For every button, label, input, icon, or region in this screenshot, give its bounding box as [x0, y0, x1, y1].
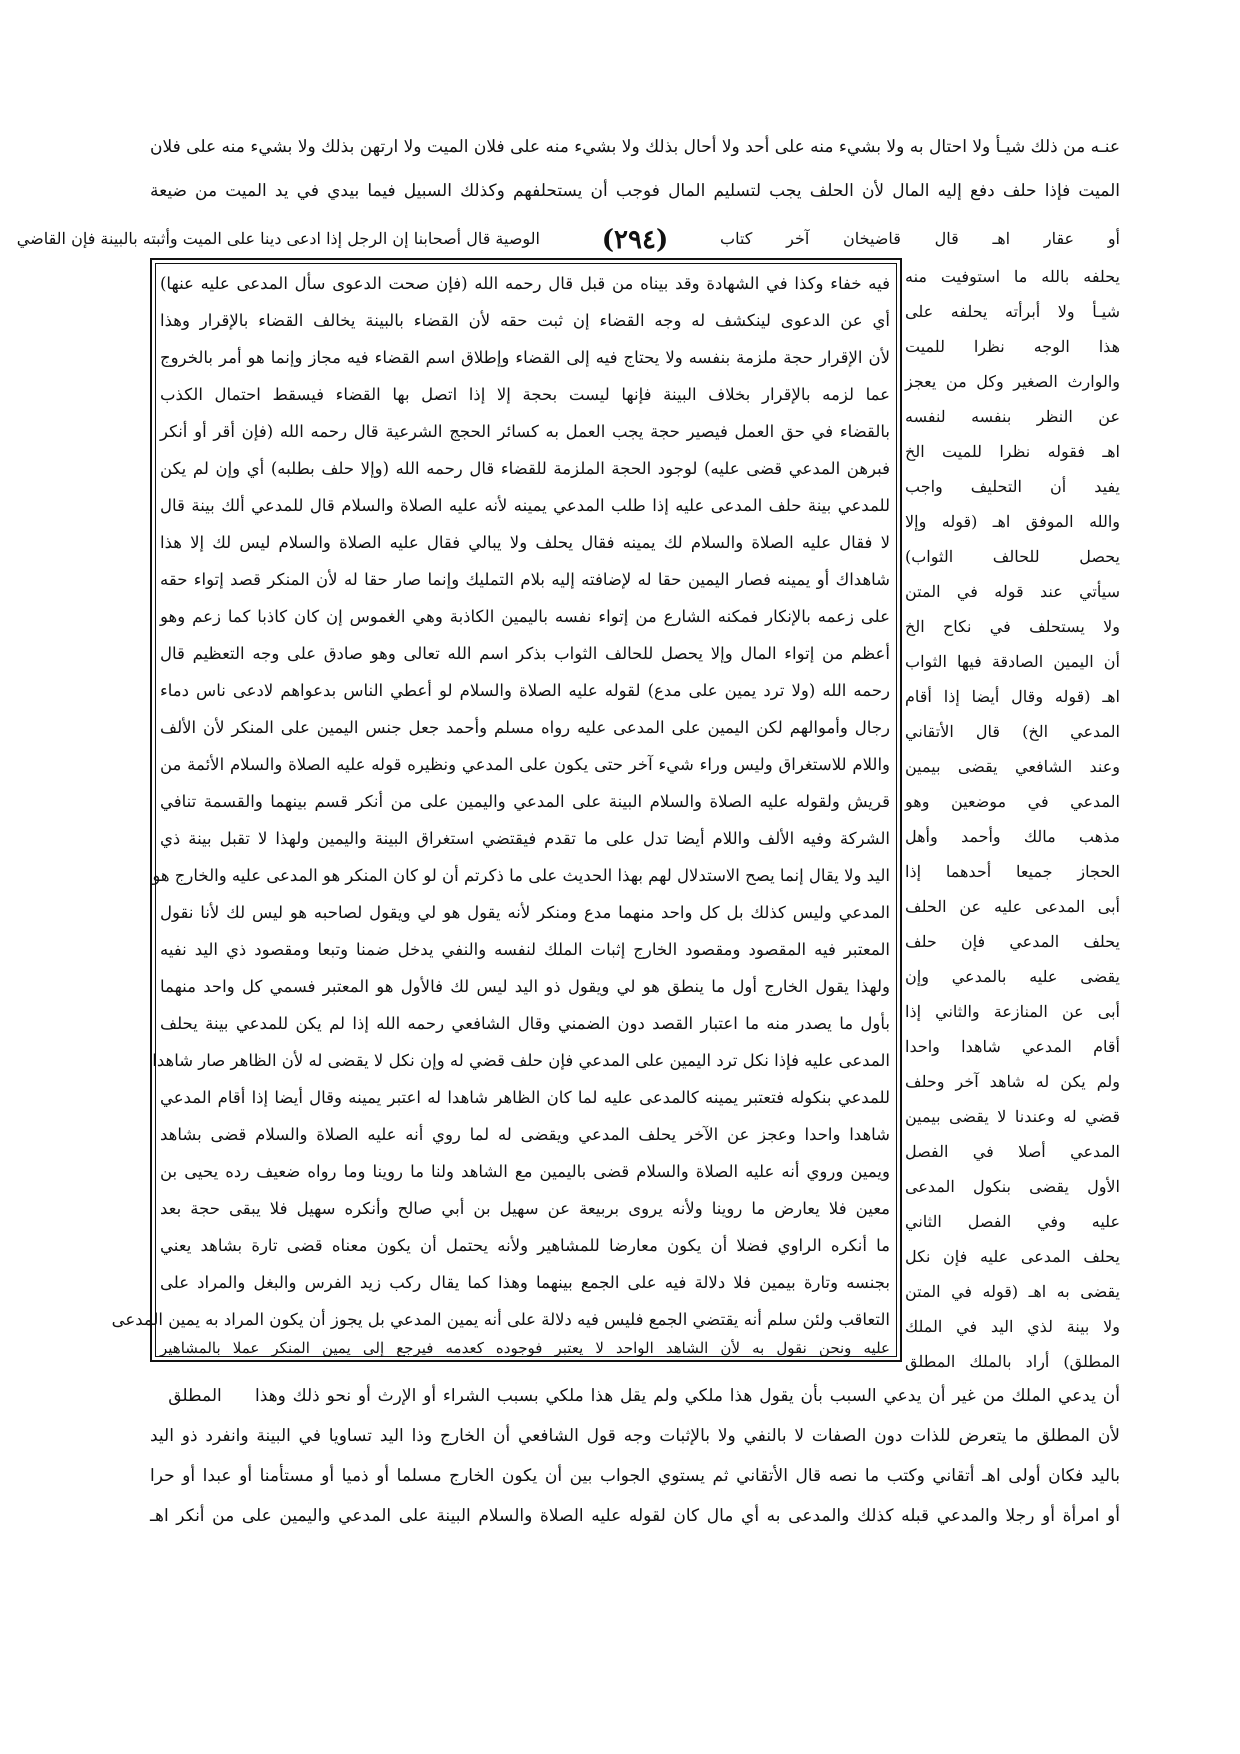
side-note-line: أقام المدعي شاهدا واحدا: [905, 1037, 1120, 1056]
main-text-line: على زعمه بالإنكار فمكنه الشارع من إتواء نفسه باليمين الكاذبة وهي الغموس إن كان كاذبا كما زعم وهو: [160, 607, 890, 626]
main-text-line: أعظم من إتواء المال وإلا يحصل للحالف الثواب بذكر اسم الله تعالى وهو صادق على وجه التعظيم قال: [160, 644, 890, 663]
side-note-line: شيـأ ولا أبرأته يحلفه على: [905, 302, 1120, 321]
main-text-line: اليد ولا يقال إنما يصح الاستدلال لهم بهذا الحديث على ما ذكرتم أن لو كان المنكر هو المدعى عليه والخارج هو: [152, 866, 890, 885]
side-note-line: اهـ فقوله نظرا للميت الخ: [905, 442, 1120, 461]
side-note-line: أبى عن المنازعة والثاني إذا: [905, 1002, 1120, 1021]
page-number: (٢٩٤): [601, 225, 669, 255]
main-text-line: معين فلا يعارض ما روينا ولأنه يروى بربيعة عن سهيل بن أبي صالح وأنكره سهيل فلا يبقى حجة بعد: [160, 1199, 890, 1218]
side-note-line: يقضى به اهـ (قوله في المتن: [905, 1282, 1120, 1301]
side-note-line: ولا يستحلف في نكاح الخ: [905, 617, 1120, 636]
side-note-line: المطلق) أراد بالملك المطلق: [905, 1352, 1120, 1371]
main-text-line: واللام للاستغراق وليس وراء شيء آخر حتى يكون على المدعي ونظيره قوله عليه الصلاة والسلام الأئمة من: [160, 755, 890, 774]
side-note-line: أبى المدعى عليه عن الحلف: [905, 897, 1120, 916]
main-text-line: المعتبر فيه المقصود ومقصود الخارج إثبات الملك لنفسه والنفي يدخل ضمنا وتبعا ومقصود ذي اليد نفيه: [160, 940, 890, 959]
main-text-line: المدعى عليه فإذا نكل ترد اليمين على المدعي فإن حلف قضي له وإن نكل لا يقضى له لأن الظاهر صار شاهدا: [152, 1051, 890, 1070]
main-text-line: رجال وأموالهم لكن اليمين على المدعى عليه رواه مسلم وأحمد جعل جنس اليمين على المنكر لأن الألف: [160, 718, 890, 737]
main-text-line: قريش ولقوله عليه الصلاة والسلام البينة على المدعي واليمين على من أنكر قسم بينهما والقسمة تنافي: [160, 792, 890, 811]
side-note-line: الأول يقضى بنكول المدعى: [905, 1177, 1120, 1196]
side-note-line: والوارث الصغير وكل من يعجز: [905, 372, 1120, 391]
side-note-line: قضي له وعندنا لا يقضى بيمين: [905, 1107, 1120, 1126]
main-text-line: المدعي وليس كذلك بل كل واحد منهما مدع ومنكر لأنه يقول هو لي ويقول لصاحبه هو ليس لك لأنا نقول: [160, 903, 890, 922]
side-note-line: يحصل للحالف الثواب): [905, 547, 1120, 566]
main-text-line: للمدعي بنكوله فتعتبر يمينه كالمدعى عليه لما كان الظاهر شاهدا له اعتبر يمينه وقال أيضا إذا أقام المدعي: [160, 1088, 890, 1107]
main-text-line: بجنسه وتارة بيمين فلا دلالة فيه على الجمع بينهما وهذا كما يقال ركب زيد الفرس والبغل والمراد على: [160, 1273, 890, 1292]
side-note-line: المدعي أصلا في الفصل: [905, 1142, 1120, 1161]
main-text-line: ويمين وروي أنه عليه الصلاة والسلام قضى باليمين مع الشاهد ولنا ما روينا وما رواه ضعيف رده يحيى بن: [160, 1162, 890, 1181]
main-text-line: عما لزمه بالإقرار بخلاف البينة فإنها ليست بحجة إلا إذا اتصل بها القضاء فيسقط احتمال الكذب: [160, 385, 890, 404]
side-note-line: الحجاز جميعا أحدهما إذا: [905, 862, 1120, 881]
side-note-line: ولا بينة لذي اليد في الملك: [905, 1317, 1120, 1336]
main-text-line: بالقضاء في حق العمل فيصير حجة يجب العمل به كسائر الحجج الشرعية قال رحمه الله (فإن أقر أو أنكر: [160, 422, 890, 441]
bottom-note-word: المطلق: [168, 1386, 222, 1406]
side-note-line: هذا الوجه نظرا للميت: [905, 337, 1120, 356]
main-text-line: ولهذا يقول الخارج أول ما ينطق هو لي ويقول ذو اليد ليس لك فالأول هو المعتبر فسمي كل واحد منهما: [160, 977, 890, 996]
side-note-line: يحلفه بالله ما استوفيت منه: [905, 267, 1120, 286]
main-text-line: رحمه الله (ولا ترد يمين على مدع) لقوله عليه الصلاة والسلام لو أعطي الناس بدعواهم لادعى ناس دماء: [160, 681, 890, 700]
main-text-line: بأول ما يصدر منه ما اعتبار القصد دون الضمني وقال الشافعي رحمه الله إذا لم يكن للمدعي بينة يحلف: [160, 1014, 890, 1033]
side-note-line: يقضى عليه بالمدعي وإن: [905, 967, 1120, 986]
side-note-line: يفيد أن التحليف واجب: [905, 477, 1120, 496]
main-text-line: شاهدا واحدا وعجز عن الآخر يحلف المدعي ويقضى له لما روي أنه عليه الصلاة والسلام قضى بشاهد: [160, 1125, 890, 1144]
main-text-line: عليه ونحن نقول به لأن الشاهد الواحد لا يعتبر فوجوده كعدمه فيرجع إلى يمين المنكر عملا بالمشاهير: [160, 1339, 890, 1357]
top-note-line: الميت فإذا حلف دفع إليه المال لأن الحلف يجب لتسليم المال فوجب أن يستحلفهم وكذلك السبيل فيما بيدي في يد الميت من ضيعة: [150, 181, 1120, 201]
side-note-line: المدعي في موضعين وهو: [905, 792, 1120, 811]
main-text-line: التعاقب ولئن سلم أنه يقتضي الجمع فليس فيه دلالة على أنه يمين المدعي بل يجوز أن يكون المراد به يمين المدعى: [111, 1310, 890, 1329]
side-note-line: عن النظر بنفسه لنفسه: [905, 407, 1120, 426]
main-text-line: ما أنكره الراوي فضلا أن يكون معارضا للمشاهير ولأنه يحتمل أن يكون معناه قضى تارة بشاهد يعني: [160, 1236, 890, 1255]
side-note-line: عليه وفي الفصل الثاني: [905, 1212, 1120, 1231]
side-note-line: مذهب مالك وأحمد وأهل: [905, 827, 1120, 846]
main-text-line: شاهداك أو يمينه فصار اليمين حقا له لإضافته إليه بلام التمليك وإنما صار حقا له لأن المنكر قصد إتواء حقه: [160, 570, 890, 589]
side-note-line: يحلف المدعى عليه فإن نكل: [905, 1247, 1120, 1266]
main-text-line: للمدعي بينة حلف المدعى عليه إذا طلب المدعي يمينه لأنه عليه الصلاة والسلام قال للمدعي ألك بينة قال: [160, 496, 890, 515]
side-note-line: والله الموفق اهـ (قوله وإلا: [905, 512, 1120, 531]
main-text-line: أي عن الدعوى لينكشف له وجه القضاء إن ثبت حقه لأن القضاء بالبينة يخالف القضاء بالإقرار وهذا: [160, 311, 890, 330]
side-note-line: يحلف المدعي فإن حلف: [905, 932, 1120, 951]
side-note-line: سيأتي عند قوله في المتن: [905, 582, 1120, 601]
header-text-left: الوصية قال أصحابنا إن الرجل إذا ادعى دينا على الميت وأثبته بالبينة فإن القاضي: [16, 229, 540, 248]
side-note-line: ولم يكن له شاهد آخر وحلف: [905, 1072, 1120, 1091]
side-note-line: وعند الشافعي يقضى بيمين: [905, 757, 1120, 776]
side-note-line: المدعي الخ) قال الأتقاني: [905, 722, 1120, 741]
side-note-line: اهـ (قوله وقال أيضا إذا أقام: [905, 687, 1120, 706]
main-text-line: فبرهن المدعي قضى عليه) لوجود الحجة الملزمة للقضاء قال رحمه الله (وإلا حلف بطلبه) أي وإن لم يكن: [160, 459, 890, 478]
side-note-line: أن اليمين الصادقة فيها الثواب: [905, 652, 1120, 671]
bottom-note-line: لأن المطلق ما يتعرض للذات دون الصفات لا بالنفي ولا بالإثبات وجه قول الشافعي أن الخارج وذا اليد تساويا في البينة وانفرد ذو اليد: [150, 1426, 1120, 1446]
main-text-line: فيه خفاء وكذا في الشهادة وقد بيناه من قبل قال رحمه الله (فإن صحت الدعوى سأل المدعى عليه عنها): [160, 274, 890, 293]
main-text-line: لأن الإقرار حجة ملزمة بنفسه ولا يحتاج فيه إلى القضاء وإطلاق اسم القضاء فيه مجاز وإنما هو أمر بالخروج: [160, 348, 890, 367]
bottom-note-line: باليد فكان أولى اهـ أتقاني وكتب ما نصه قال الأتقاني ثم يستوي الجواب بين أن يكون الخارج مسلما أو ذميا أو مستأمنا أو عبدا أو حرا: [150, 1466, 1120, 1486]
header-text-right: أو عقار اهـ قال قاضيخان آخر كتاب: [720, 229, 1120, 248]
bottom-note-line: أو امرأة أو رجلا والمدعي قبله كذلك والمدعى به أي مال كان لقوله عليه الصلاة والسلام البينة على المدعي واليمين على من أنكر اهـ: [150, 1506, 1120, 1526]
main-text-line: الشركة وفيه الألف واللام أيضا تدل على ما تقدم فيقتضي استغراق البينة واليمين ولهذا لا تقبل بينة ذي: [160, 829, 890, 848]
main-text-line: لا فقال عليه الصلاة والسلام لك يمينه فقال يحلف ولا يبالي فقال عليه الصلاة والسلام ليس لك إلا هذا: [160, 533, 890, 552]
top-note-line: عنـه من ذلك شيـأ ولا احتال به ولا بشيء منه على أحد ولا أحال بذلك ولا بشيء منه على فلان الميت ولا ارتهن بذلك ولا بشيء منه على فلان: [150, 137, 1120, 157]
bottom-note-line: أن يدعي الملك من غير أن يدعي السبب بأن يقول هذا ملكي ولم يقل هذا ملكي بسبب الشراء أو الإرث أو نحو ذلك وهذا: [255, 1386, 1120, 1406]
